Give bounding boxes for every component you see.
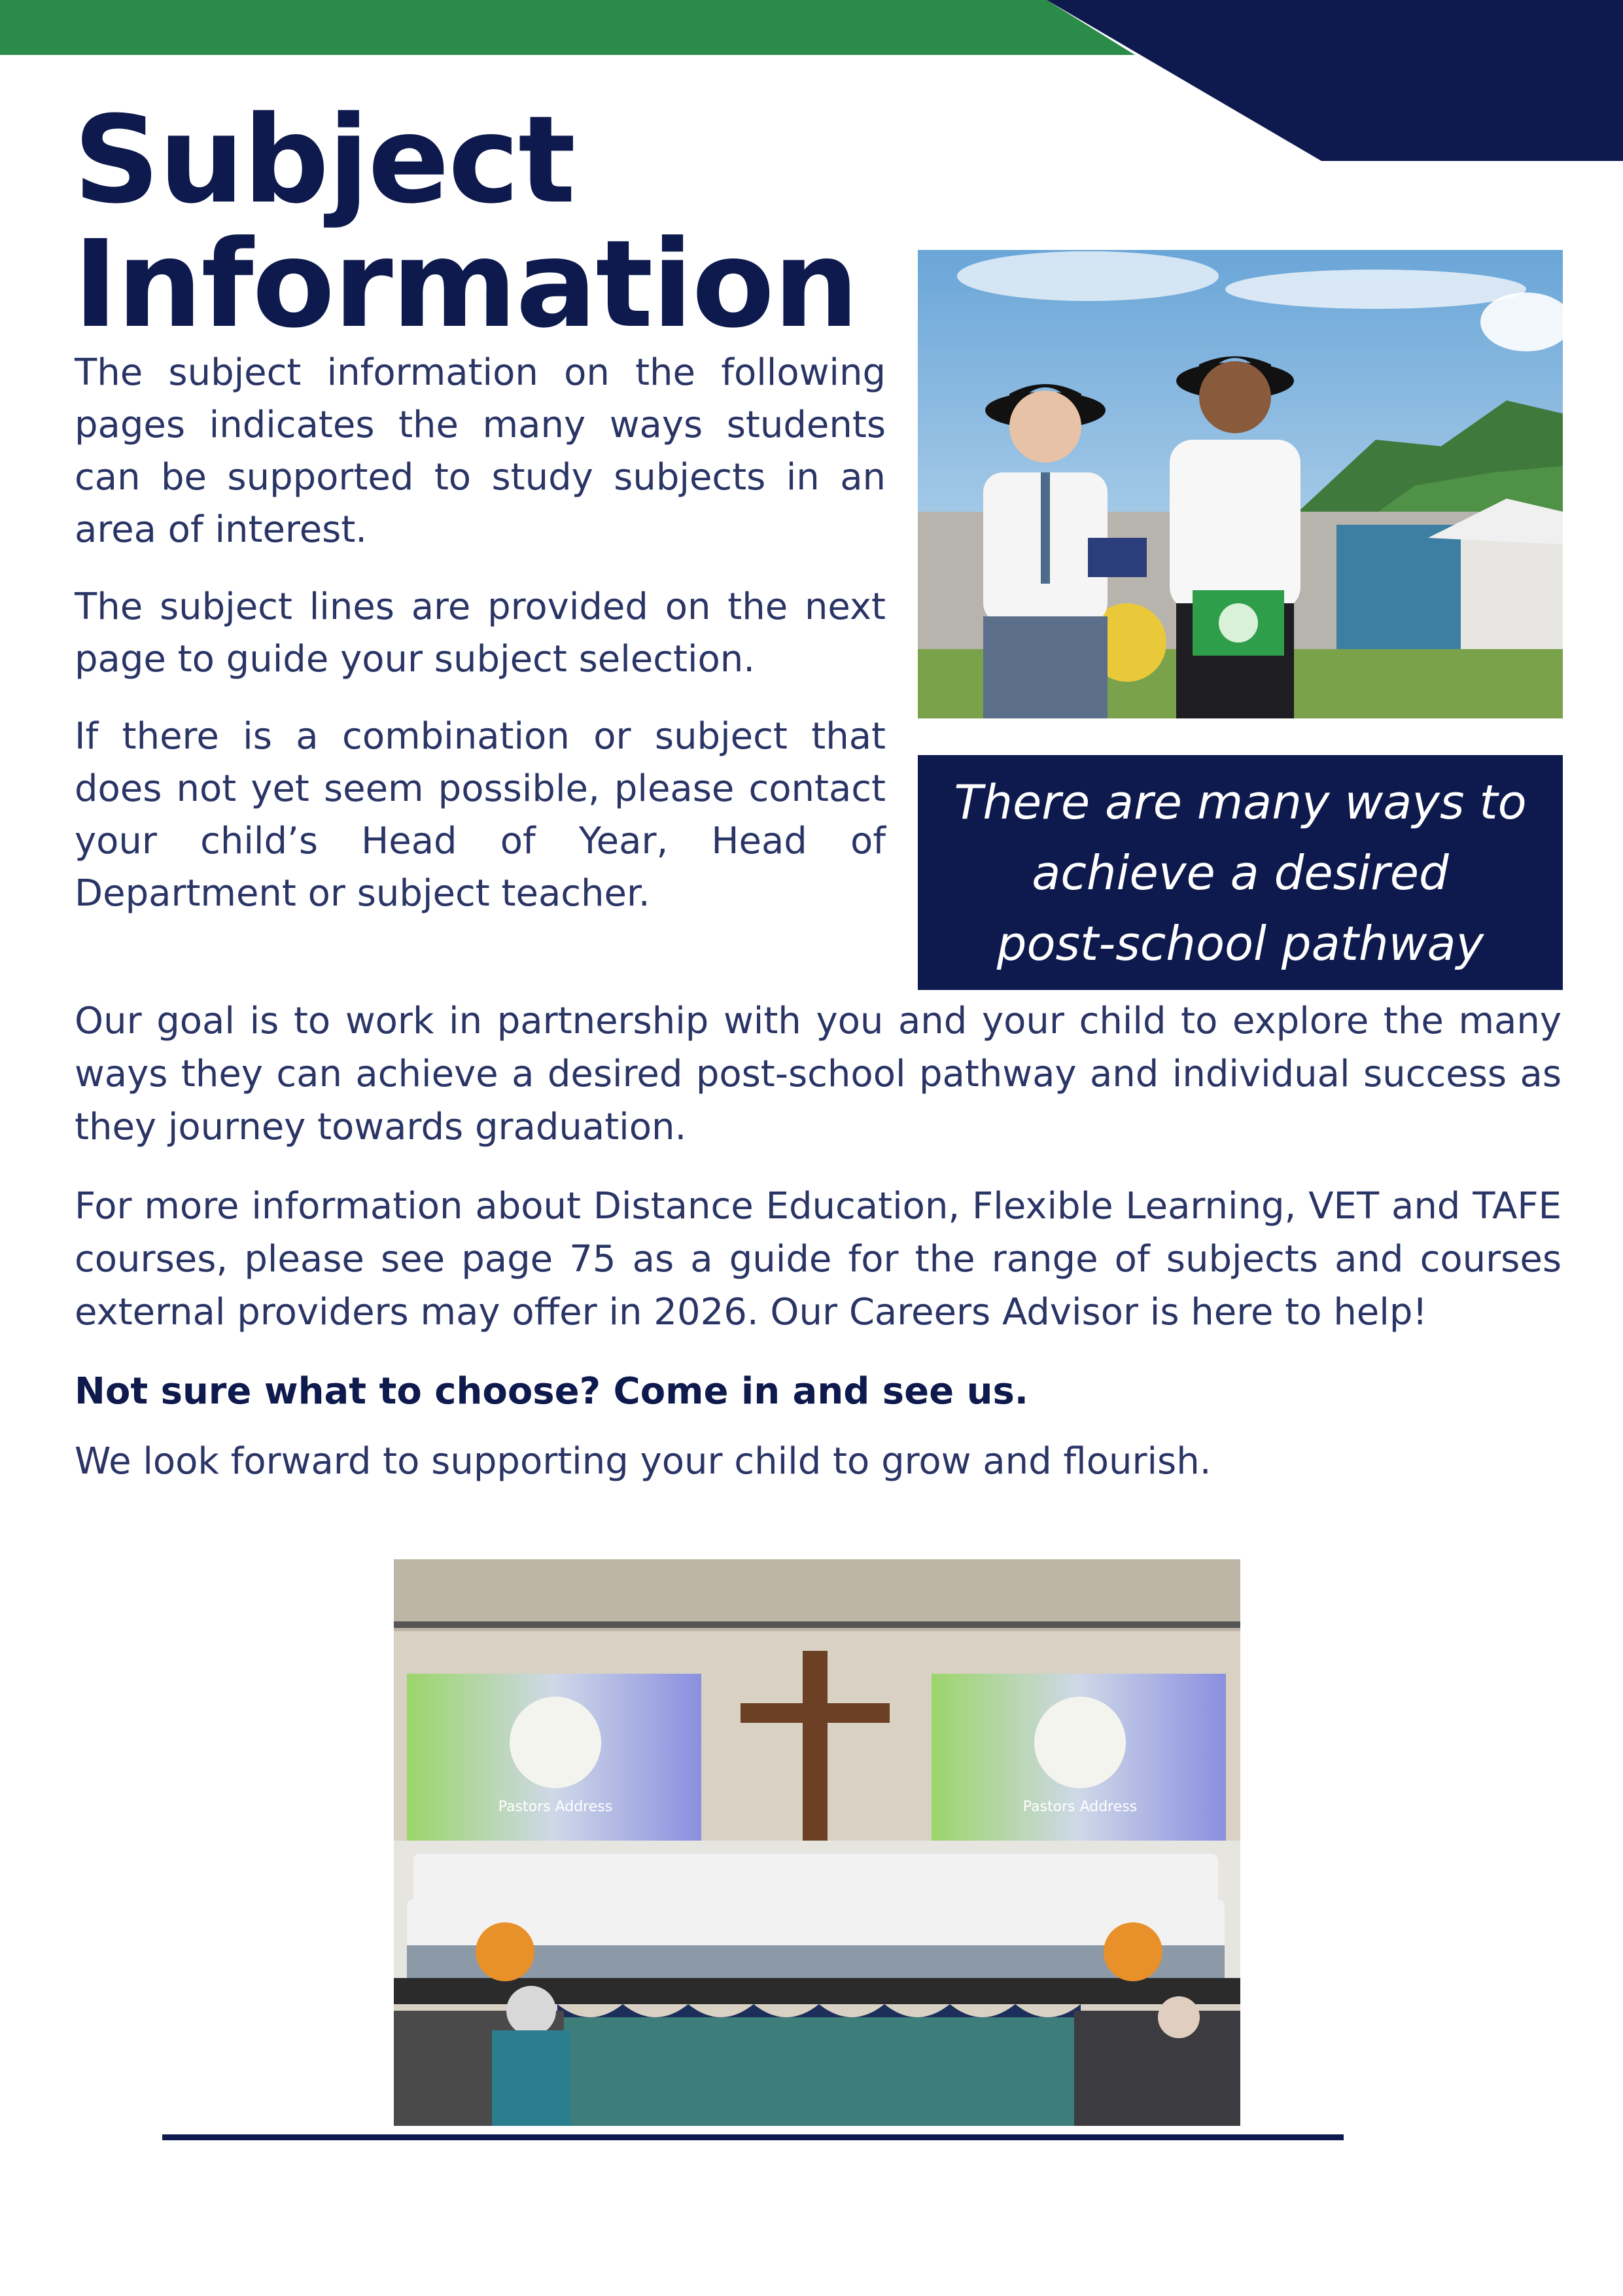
callout-line-2: achieve a desired: [1032, 845, 1449, 900]
closing-paragraph: We look forward to supporting your child to grow and flourish.: [75, 1440, 1212, 1483]
screen-right-label: Pastors Address: [1022, 1799, 1138, 1815]
banner-green-stripe: [0, 0, 1135, 55]
banner-navy-shape: [1047, 0, 1623, 161]
title-line-2: Information: [73, 215, 858, 355]
intro-paragraph-1: The subject information on the following pages indicates the many ways students can be supported to study subjects in an area of interest.: [75, 351, 886, 551]
title-line-1: Subject: [73, 90, 575, 230]
callout-line-1: There are many ways to: [954, 774, 1527, 830]
intro-paragraph-2: The subject lines are provided on the next page to guide your subject selection.: [75, 586, 886, 680]
ceremony-photo: [394, 1559, 1240, 2126]
body-text: [75, 995, 1562, 1514]
screen-left-label: Pastors Address: [498, 1799, 613, 1815]
callout-line-3: post-school pathway: [996, 915, 1484, 971]
intro-paragraph-3: If there is a combination or subject that does not yet seem possible, please contact your child’s Head of Year, Head of Department or subject teacher.: [75, 715, 886, 915]
callout-text: [954, 767, 1526, 979]
body-paragraph-1: Our goal is to work in partnership with you and your child to explore the many ways they can achieve a desired post-school pathway and individual success as they journey towards graduation.: [75, 1000, 1562, 1148]
body-paragraph-2: For more information about Distance Education, Flexible Learning, VET and TAFE courses, please see page 75 as a guide for the range of subjects and courses external providers may offer in 2026. Our Careers Advisor is here to help!: [75, 1185, 1562, 1333]
pathway-callout: [918, 755, 1563, 990]
cta-heading: Not sure what to choose? Come in and see us.: [75, 1370, 1029, 1413]
students-photo: [918, 250, 1563, 718]
page-title: [73, 90, 858, 355]
footer-divider: [162, 2134, 1344, 2140]
intro-text: [75, 347, 886, 945]
